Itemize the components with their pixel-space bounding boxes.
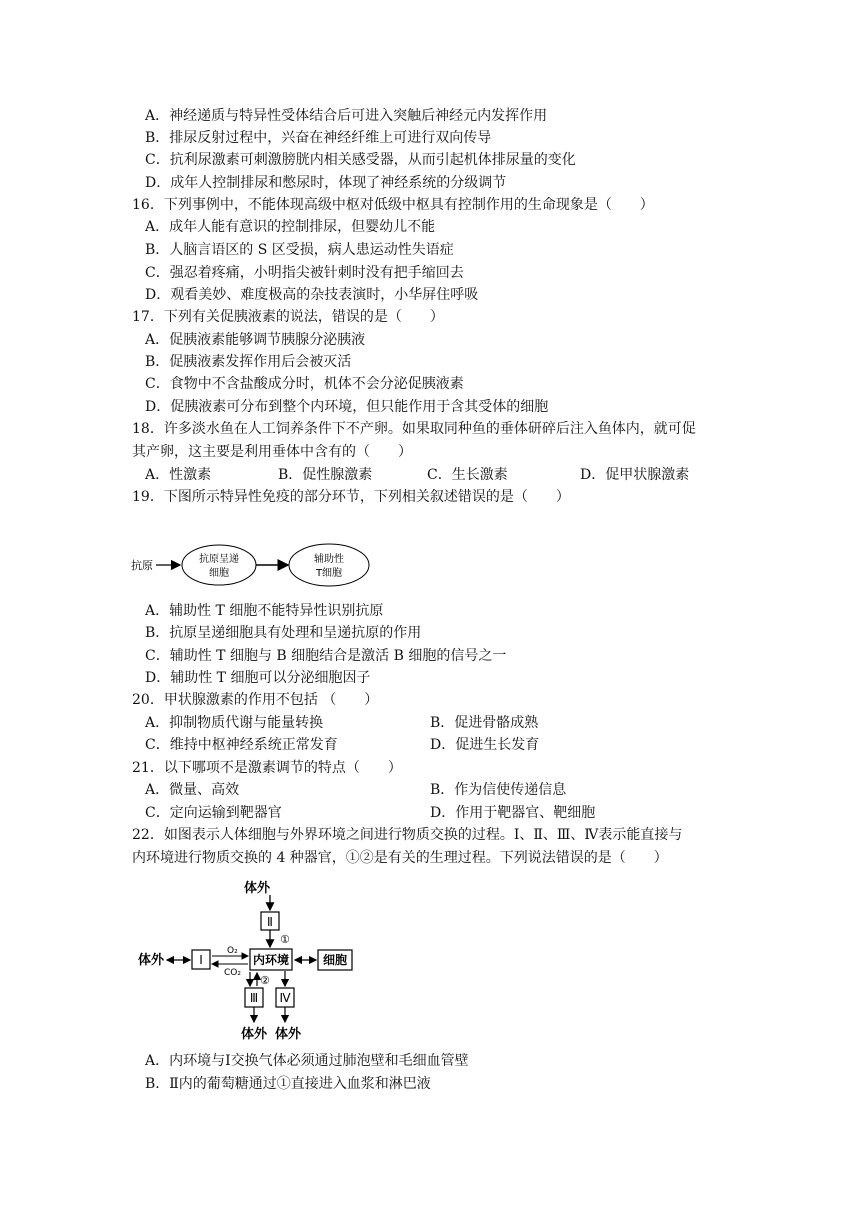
q19-stem: 19．下图所示特异性免疫的部分环节，下列相关叙述错误的是（ ） bbox=[132, 489, 570, 505]
q19-option-a: A．辅助性 T 细胞不能特异性识别抗原 bbox=[145, 603, 384, 619]
immune-response-figure bbox=[128, 538, 378, 598]
q16-option-c: C．强忍着疼痛，小明指尖被针刺时没有把手缩回去 bbox=[145, 265, 464, 281]
process-1-label: ① bbox=[280, 933, 290, 946]
th-label-line1: 辅助性 bbox=[314, 554, 344, 565]
q21-stem: 21．以下哪项不是激素调节的特点（ ） bbox=[132, 760, 402, 776]
q21-option-c: C．定向运输到靶器官 bbox=[145, 805, 282, 821]
th-cell-ellipse bbox=[289, 544, 369, 586]
cell-label: 细胞 bbox=[322, 953, 348, 967]
o2-label: O₂ bbox=[227, 946, 238, 956]
q22-option-a: A．内环境与Ⅰ交换气体必须通过肺泡壁和毛细血管壁 bbox=[145, 1053, 469, 1069]
q20-option-b: B．促进骨骼成熟 bbox=[430, 715, 539, 731]
apc-ellipse bbox=[182, 545, 256, 585]
apc-label-line1: 抗原呈递 bbox=[199, 554, 239, 565]
q15-option-c: C．抗利尿激素可刺激膀胱内相关感受器，从而引起机体排尿量的变化 bbox=[145, 152, 576, 168]
q17-option-a: A．促胰液素能够调节胰腺分泌胰液 bbox=[145, 332, 366, 348]
q16-option-a: A．成年人能有意识的控制排尿，但婴幼儿不能 bbox=[145, 219, 436, 235]
antigen-label: 抗原 bbox=[131, 559, 153, 572]
apc-label-line2: 细胞 bbox=[209, 568, 229, 579]
q16-option-b: B．人脑言语区的 S 区受损，病人患运动性失语症 bbox=[145, 242, 454, 258]
outside-label-left: 体外 bbox=[138, 953, 165, 968]
q18-option-a: A．性激素 bbox=[145, 467, 212, 483]
q18-stem-line2: 其产卵，这主要是利用垂体中含有的（ ） bbox=[132, 444, 412, 460]
q17-option-c: C．食物中不含盐酸成分时，机体不会分泌促胰液素 bbox=[145, 376, 464, 392]
outside-label-top: 体外 bbox=[243, 881, 271, 896]
q22-stem-line1: 22．如图表示人体细胞与外界环境之间进行物质交换的过程。Ⅰ、Ⅱ、Ⅲ、Ⅳ表示能直接与 bbox=[132, 827, 683, 843]
co2-label: CO₂ bbox=[224, 968, 241, 978]
q18-stem-line1: 18．许多淡水鱼在人工饲养条件下不产卵。如果取同种鱼的垂体研碎后注入鱼体内，就可促 bbox=[132, 421, 696, 437]
q17-option-d: D．促胰液素可分布到整个内环境，但只能作用于含其受体的细胞 bbox=[145, 399, 549, 415]
q21-option-d: D．作用于靶器官、靶细胞 bbox=[430, 805, 596, 821]
outside-label-bottom-right: 体外 bbox=[274, 1027, 302, 1042]
q20-option-a: A．抑制物质代谢与能量转换 bbox=[145, 715, 324, 731]
q19-option-c: C．辅助性 T 细胞与 B 细胞结合是激活 B 细胞的信号之一 bbox=[145, 648, 507, 664]
q21-option-a: A．微量、高效 bbox=[145, 782, 240, 798]
process-2-label: ② bbox=[260, 974, 270, 987]
q22-option-b: B．Ⅱ内的葡萄糖通过①直接进入血浆和淋巴液 bbox=[145, 1076, 431, 1092]
q16-stem: 16．下列事例中，不能体现高级中枢对低级中枢具有控制作用的生命现象是（ ） bbox=[132, 197, 654, 213]
q20-option-c: C．维持中枢神经系统正常发育 bbox=[145, 737, 338, 753]
q20-option-d: D．促进生长发育 bbox=[430, 737, 540, 753]
q17-stem: 17．下列有关促胰液素的说法，错误的是（ ） bbox=[132, 309, 444, 325]
q21-option-b: B．作为信使传递信息 bbox=[430, 782, 567, 798]
organ-2-label: Ⅱ bbox=[267, 915, 273, 929]
q16-option-d: D．观看美妙、难度极高的杂技表演时，小华屏住呼吸 bbox=[145, 287, 479, 303]
q22-stem-line2: 内环境进行物质交换的 4 种器官，①②是有关的生理过程。下列说法错误的是（ ） bbox=[132, 850, 668, 866]
th-label-line2: T细胞 bbox=[315, 568, 343, 579]
organ-3-label: Ⅲ bbox=[249, 991, 259, 1005]
organ-4-label: Ⅳ bbox=[279, 991, 291, 1005]
q20-stem: 20．甲状腺激素的作用不包括 （ ） bbox=[132, 692, 379, 708]
q15-option-d: D．成年人控制排尿和憋尿时，体现了神经系统的分级调节 bbox=[145, 175, 507, 191]
q19-option-b: B．抗原呈递细胞具有处理和呈递抗原的作用 bbox=[145, 625, 422, 641]
q19-option-d: D．辅助性 T 细胞可以分泌细胞因子 bbox=[145, 670, 371, 686]
organ-1-label: Ⅰ bbox=[199, 953, 203, 967]
q15-option-a: A．神经递质与特异性受体结合后可进入突触后神经元内发挥作用 bbox=[145, 108, 548, 124]
q18-option-c: C．生长激素 bbox=[427, 467, 508, 483]
q18-option-b: B．促性腺激素 bbox=[278, 467, 373, 483]
q18-option-d: D．促甲状腺激素 bbox=[580, 467, 690, 483]
material-exchange-figure bbox=[130, 876, 380, 1050]
q17-option-b: B．促胰液素发挥作用后会被灭活 bbox=[145, 354, 352, 370]
outside-label-bottom-left: 体外 bbox=[240, 1027, 268, 1042]
q15-option-b: B．排尿反射过程中，兴奋在神经纤维上可进行双向传导 bbox=[145, 130, 492, 146]
internal-environment-label: 内环境 bbox=[252, 953, 290, 967]
